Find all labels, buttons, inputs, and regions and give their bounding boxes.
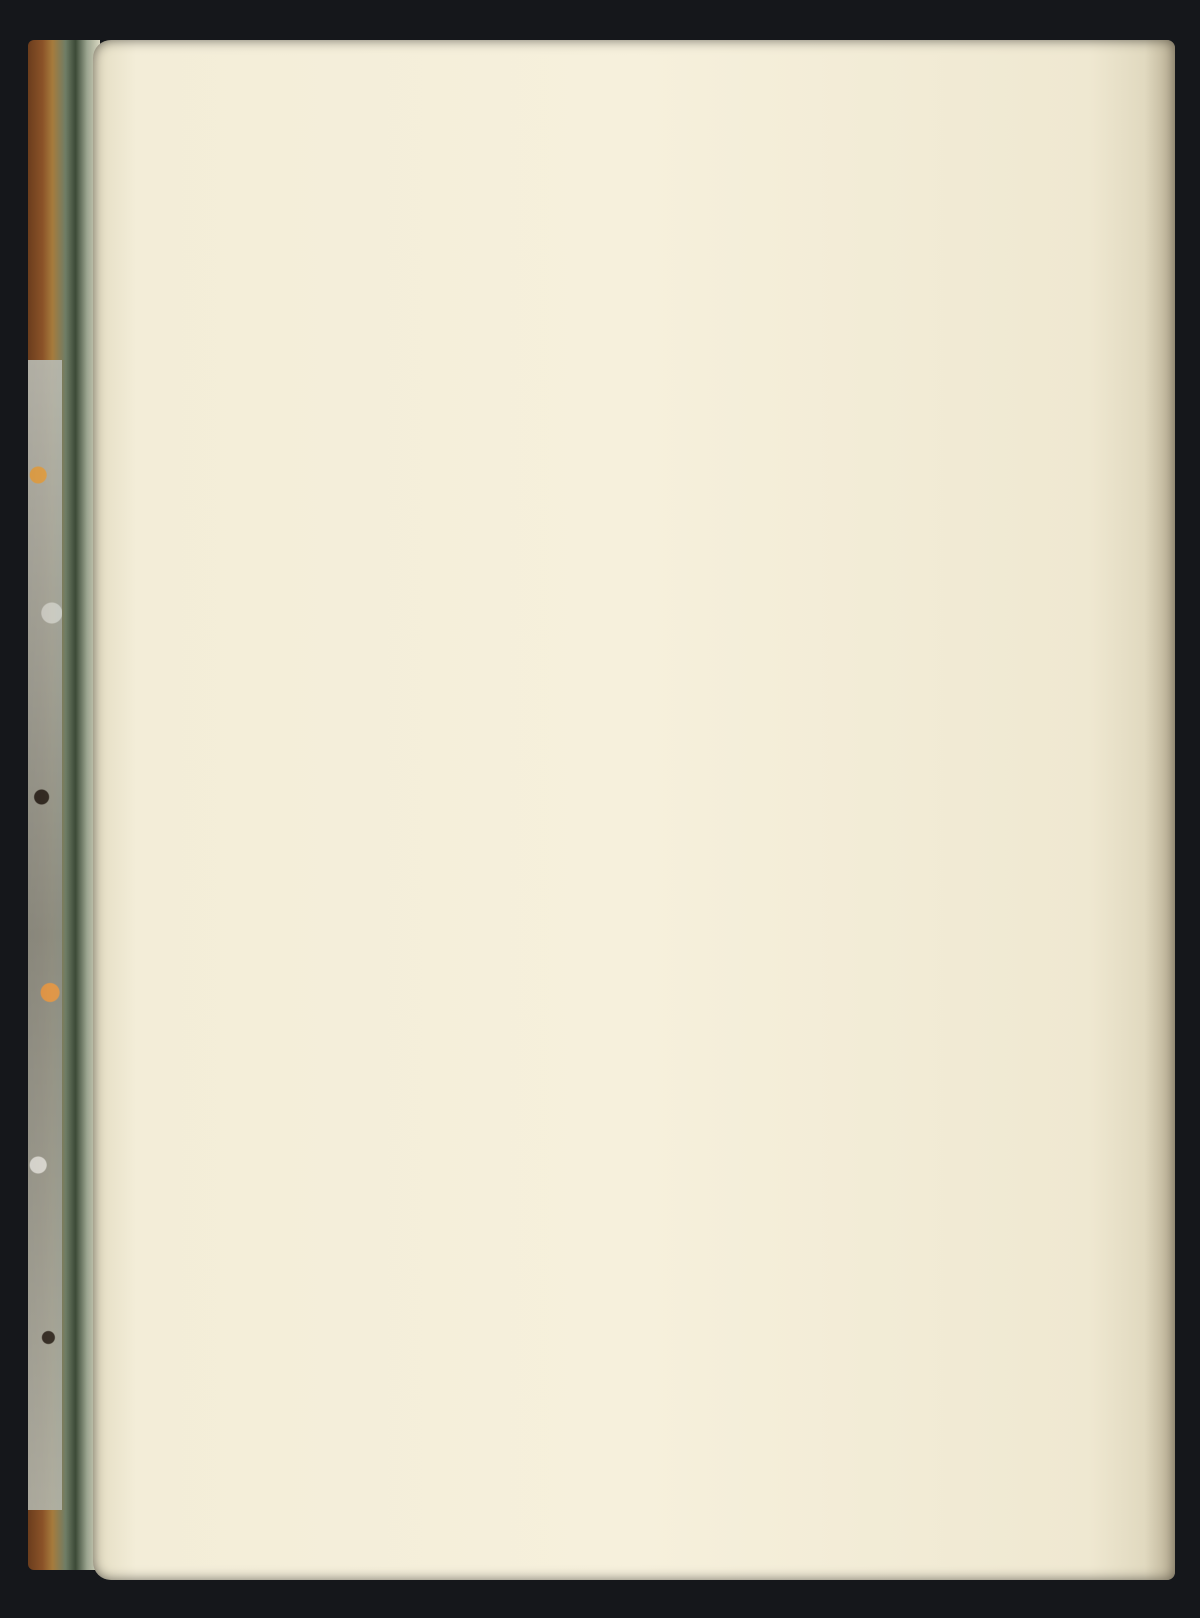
catalogue-page [93,40,1175,1580]
page-header [160,130,1020,164]
page-content [160,130,1020,188]
page-gutter-shadow [1145,40,1175,1580]
marbled-endpaper [28,360,62,1510]
